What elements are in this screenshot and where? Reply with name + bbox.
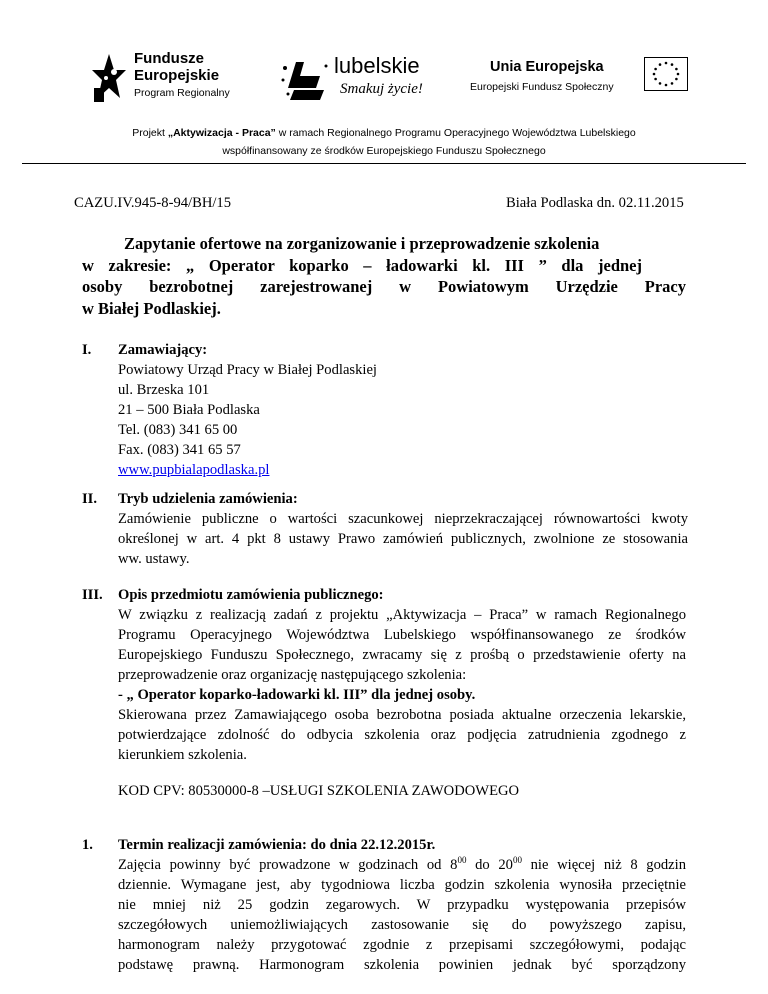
reference-number: CAZU.IV.945-8-94/BH/15 bbox=[74, 195, 232, 211]
point-1-line: podstawę prawną. Harmonogram szkolenia powinien jednak być sporządzony bbox=[118, 957, 686, 973]
point-1-num: 1. bbox=[82, 837, 93, 853]
section-1 bbox=[118, 340, 688, 480]
section-1-line: 21 – 500 Biała Podlaska bbox=[118, 402, 260, 418]
section-1-line: Fax. (083) 341 65 57 bbox=[118, 442, 241, 458]
fe-line2: Europejskie bbox=[134, 67, 220, 84]
section-3-line: Skierowana przez Zamawiającego osoba bezrobotna posiada aktualne orzeczenia lekarskie, bbox=[118, 707, 686, 723]
project-line-2: współfinansowany ze środków Europejskiego Funduszu Społecznego bbox=[222, 145, 546, 157]
lubelskie-slogan: Smakuj życie! bbox=[340, 81, 423, 97]
section-3-line: kierunkiem szkolenia. bbox=[118, 747, 247, 763]
ue-subtitle: Europejski Fundusz Społeczny bbox=[470, 81, 614, 93]
fe-logo bbox=[92, 50, 242, 110]
section-2-line: Zamówienie publiczne o wartości szacunkowej nieprzekraczającej równowartości kwoty bbox=[118, 511, 688, 527]
section-2-line: ww. ustawy. bbox=[118, 551, 190, 567]
project-line1-rest: w ramach Regionalnego Programu Operacyjnego Województwa Lubelskiego bbox=[275, 127, 636, 139]
hours-sup-1: 00 bbox=[457, 855, 467, 866]
document-title bbox=[82, 233, 686, 319]
header-rule bbox=[22, 163, 746, 164]
section-3-heading: Opis przedmiotu zamówienia publicznego: bbox=[118, 587, 384, 603]
point-1-line: szczegółowych uniemożliwiających zastosowanie się do powyższego zapisu, bbox=[118, 917, 686, 933]
title-line-3: osoby bezrobotnej zarejestrowanej w Powiatowym Urzędzie Pracy bbox=[82, 277, 686, 296]
ue-title: Unia Europejska bbox=[490, 59, 604, 75]
point-1-line: nie mniej niż 25 godzin zegarowych. W przypadku występowania przepisów bbox=[118, 897, 686, 913]
section-2-line: określonej w art. 4 pkt 8 ustawy Prawo zamówień publicznych, zwolnione ze stosowania bbox=[118, 531, 688, 547]
eu-flag-icon bbox=[644, 57, 688, 91]
section-1-heading: Zamawiający: bbox=[118, 342, 208, 358]
section-3-line: Programu Operacyjnego Województwa Lubelskiego współfinansowanego ze środków bbox=[118, 627, 686, 643]
logo-bar bbox=[0, 0, 768, 120]
section-3-line: potwierdzające zdolność do odbycia szkolenia oraz podjęcia zatrudnienia zgodnego z bbox=[118, 727, 686, 743]
section-1-line: Powiatowy Urząd Pracy w Białej Podlaskiej bbox=[118, 362, 377, 378]
hours-text-c: nie więcej niż 8 godzin bbox=[521, 857, 687, 873]
title-line-4: w Białej Podlaskiej. bbox=[82, 298, 221, 318]
section-1-line: Tel. (083) 341 65 00 bbox=[118, 422, 238, 438]
section-3-line: przeprowadzenie oraz organizację następującego szkolenia: bbox=[118, 667, 467, 683]
lubelskie-emblem-icon bbox=[280, 58, 330, 104]
fe-star-icon bbox=[92, 52, 126, 104]
fe-line1: Fundusze bbox=[134, 50, 204, 67]
section-1-num: I. bbox=[82, 342, 92, 358]
section-3-line: W związku z realizacją zadań z projektu „Aktywizacja – Praca” w ramach Regionalnego bbox=[118, 607, 686, 623]
point-1 bbox=[118, 835, 686, 975]
section-3-num: III. bbox=[82, 587, 103, 603]
point-1-line bbox=[118, 855, 686, 875]
section-3 bbox=[118, 585, 686, 765]
lubelskie-name: lubelskie bbox=[334, 53, 420, 78]
point-1-heading: Termin realizacji zamówienia: do dnia 22.12.2015r. bbox=[118, 837, 436, 853]
lubelskie-logo bbox=[280, 50, 440, 110]
training-item: - „ Operator koparko-ładowarki kl. III” dla jednej osoby. bbox=[118, 687, 476, 703]
hours-text-a: Zajęcia powinny być prowadzone w godzinach od 8 bbox=[118, 857, 458, 873]
project-name: „Aktywizacja - Praca” bbox=[167, 127, 276, 139]
section-2 bbox=[118, 489, 688, 569]
section-3-line: Europejskiego Funduszu Społecznego, zwracamy się z prośbą o przedstawienie oferty na bbox=[118, 647, 686, 663]
section-2-num: II. bbox=[82, 491, 98, 507]
point-1-line: dziennie. Wymagane jest, aby tygodniowa liczba godzin szkolenia wynosiła przeciętnie bbox=[118, 877, 686, 893]
point-1-line: harmonogram należy przygotować zgodnie z przepisami szczegółowymi, podając bbox=[118, 937, 686, 953]
section-1-line: ul. Brzeska 101 bbox=[118, 382, 210, 398]
hours-text-b: do 20 bbox=[466, 857, 513, 873]
cpv-code: KOD CPV: 80530000-8 –USŁUGI SZKOLENIA ZAWODOWEGO bbox=[118, 783, 520, 799]
project-prefix: Projekt bbox=[132, 127, 168, 139]
title-line-2: w zakresie: „ Operator koparko – ładowarki kl. III ” dla jednej bbox=[82, 255, 642, 275]
place-date: Biała Podlaska dn. 02.11.2015 bbox=[506, 195, 684, 211]
hours-sup-2: 00 bbox=[512, 855, 522, 866]
project-line-1 bbox=[0, 126, 768, 140]
fe-line3: Program Regionalny bbox=[134, 87, 230, 99]
section-2-heading: Tryb udzielenia zamówienia: bbox=[118, 491, 298, 507]
title-line-1: Zapytanie ofertowe na zorganizowanie i przeprowadzenie szkolenia bbox=[124, 234, 600, 253]
ue-logo bbox=[470, 55, 690, 105]
website-link[interactable]: www.pupbialapodlaska.pl bbox=[118, 462, 270, 478]
